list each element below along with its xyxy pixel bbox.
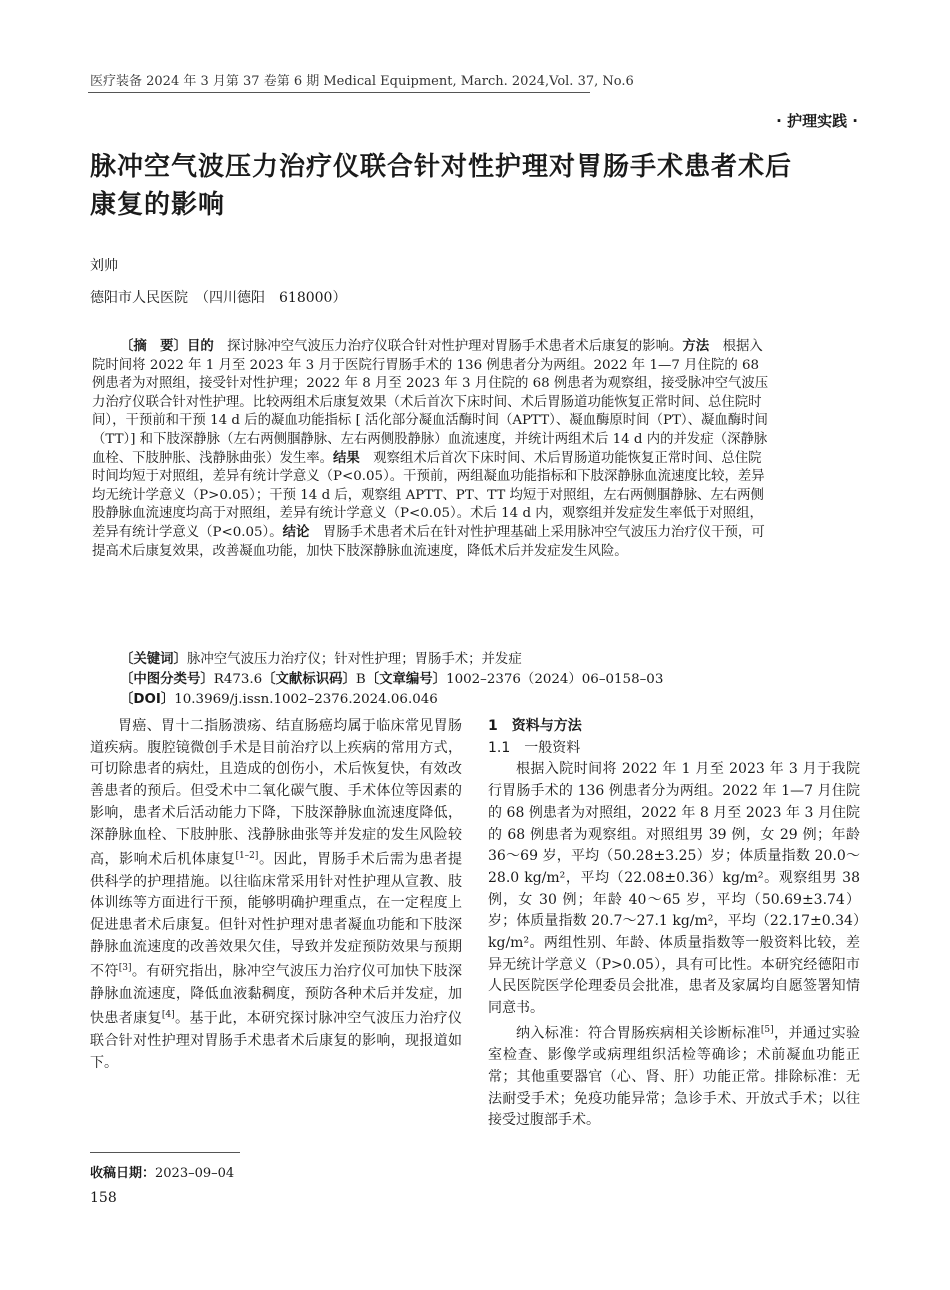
results-label: 结果	[333, 450, 360, 466]
doccode-label: 〔文献标识码〕	[262, 672, 356, 687]
clc-label: 〔中图分类号〕	[120, 672, 214, 687]
subsection-heading: 1.1 一般资料	[488, 739, 581, 756]
abstract-results: 观察组术后首次下床时间、术后胃肠道功能恢复正常时间、总住院时间均短于对照组，差异有统计学意义（P<0.05）。干预前，两组凝血功能指标和下肢深静脉血流速度比较，差异均无统计学意义（P>0.05）；干预 14 d 后，观察组 APTT、PT、TT 均短于对照组，左右两侧腘静脉、左右两侧股静脉血流速度均高于对照组，差异有统计学意义（P<0.05）。术后 14 d 内，观察组并发症发生率低于对照组，差异有统计学意义（P<0.05）。	[92, 450, 765, 540]
abstract	[92, 338, 772, 561]
page-number: 158	[90, 1190, 117, 1206]
journal-header: 医疗装备 2024 年 3 月第 37 卷第 6 期 Medical Equipment, March. 2024,Vol. 37, No.6	[90, 74, 634, 89]
footnote-rule	[90, 1152, 240, 1153]
abstract-label: 〔摘 要〕目的	[120, 339, 214, 354]
body-text: ，并通过实验室检查、影像学或病理组织活检等确诊；术前凝血功能正常；其他重要器官（心、肾、肝）功能正常。排除标准：无法耐受手术；免疫功能异常；急诊手术、开放式手术；以往接受过腹部手术。	[488, 1025, 861, 1129]
article-no: 1002–2376（2024）06–0158–03	[446, 672, 664, 687]
conclusion-label: 结论	[282, 524, 310, 540]
body-paragraph: 根据入院时间将 2022 年 1 月至 2023 年 3 月于我院行胃肠手术的 136 例患者分为两组。2022 年 1—7 月住院的 68 例患者为对照组，2022 年 8 月至 2023 年 3 月住院的 68 例患者为观察组。对照组男 39 例，女 29 例；年龄 36～69 岁，平均（50.28±3.25）岁；体质量指数 20.0～28.0 kg/m²，平均（22.08±0.36）kg/m²。观察组男 38 例，女 30 例；年龄 40～65 岁，平均（50.69±3.74）岁；体质量指数 20.7～27.1 kg/m²，平均（22.17±0.34）kg/m²。两组性别、年龄、体质量指数等一般资料比较，差异无统计学意义（P>0.05），具有可比性。本研究经德阳市人民医院医学伦理委员会批准，患者及家属均自愿签署知情同意书。	[488, 761, 860, 1017]
intro-text: 。基于此，本研究探讨脉冲空气波压力治疗仪联合针对性护理对胃肠手术患者术后康复的影响，现报道如下。	[90, 1011, 463, 1071]
citation: [3]	[118, 963, 132, 974]
keywords: 脉冲空气波压力治疗仪；针对性护理；胃肠手术；并发症	[186, 652, 522, 667]
body-text: 纳入标准：符合胃肠疾病相关诊断标准	[516, 1025, 761, 1042]
clc: R473.6	[213, 672, 263, 687]
abstract-conclusion: 胃肠手术患者术后在针对性护理基础上采用脉冲空气波压力治疗仪干预，可提高术后康复效果，改善凝血功能，加快下肢深静脉血流速度，降低术后并发症发生风险。	[92, 524, 765, 559]
classification-line	[92, 671, 772, 690]
citation: [4]	[161, 1010, 175, 1021]
section-heading: 1 资料与方法	[488, 718, 582, 734]
header-rule	[88, 92, 590, 93]
doi-label: 〔DOI〕	[120, 692, 175, 707]
article-title: 脉冲空气波压力治疗仪联合针对性护理对胃肠手术患者术后康复的影响	[90, 152, 793, 220]
right-column	[488, 716, 860, 1132]
methods-label: 方法	[682, 339, 710, 354]
received-label: 收稿日期：	[90, 1166, 156, 1181]
author: 刘帅	[90, 258, 118, 274]
doccode: B	[355, 672, 366, 687]
article-no-label: 〔文章编号〕	[365, 672, 447, 687]
section-tag: · 护理实践 ·	[776, 112, 858, 130]
body-paragraph	[488, 1020, 860, 1132]
abstract-methods: 根据入院时间将 2022 年 1 月至 2023 年 3 月于医院行胃肠手术的 136 例患者分为两组。2022 年 1—7 月住院的 68 例患者为对照组，接受针对性护理；2022 年 8 月至 2023 年 3 月住院的 68 例患者为观察组，接受脉冲空气波压力治疗仪联合针对性护理。比较两组术后康复效果（术后首次下床时间、术后胃肠道功能恢复正常时间、总住院时间），干预前和干预 14 d 后的凝血功能指标 [ 活化部分凝血活酶时间（APTT）、凝血酶原时间（PT）、凝血酶时间（TT）] 和下肢深静脉（左右两侧腘静脉、左右两侧股静脉）血流速度，并统计两组术后 14 d 内的并发症（深静脉血栓、下肢肿胀、浅静脉曲张）发生率。	[92, 339, 769, 466]
citation: [1–2]	[235, 851, 259, 862]
keywords-label: 〔关键词〕	[120, 652, 187, 667]
doi-line	[92, 691, 772, 710]
received-date	[90, 1162, 234, 1181]
intro-paragraph	[90, 716, 462, 1074]
affiliation: 德阳市人民医院 （四川德阳 618000）	[90, 290, 347, 306]
doi: 10.3969/j.issn.1002–2376.2024.06.046	[174, 692, 438, 707]
abstract-objective: 探讨脉冲空气波压力治疗仪联合针对性护理对胃肠手术患者术后康复的影响。	[227, 339, 683, 354]
intro-text: 。有研究指出，脉冲空气波压力治疗仪可加快下肢深静脉血流速度，降低血液黏稠度，预防各种术后并发症，加快患者康复	[90, 964, 463, 1028]
received-value: 2023–09–04	[155, 1166, 235, 1181]
intro-text: 。因此，胃肠手术后需为患者提供科学的护理措施。以往临床常采用针对性护理从宣教、肢体训练等方面进行干预，能够明确护理重点，在一定程度上促进患者术后康复。但针对性护理对患者凝血功能和下肢深静脉血流速度的改善效果欠佳，导致并发症预防效果与预期不符	[90, 851, 463, 981]
citation: [5]	[760, 1024, 774, 1035]
keywords-line	[92, 651, 772, 670]
left-column	[90, 716, 462, 1074]
intro-text: 胃癌、胃十二指肠溃疡、结直肠癌均属于临床常见胃肠道疾病。腹腔镜微创手术是目前治疗以上疾病的常用方式，可切除患者的病灶，且造成的创伤小，术后恢复快，有效改善患者的预后。但受术中二氧化碳气腹、手术体位等因素的影响，患者术后活动能力下降，下肢深静脉血流速度降低，深静脉血栓、下肢肿胀、浅静脉曲张等并发症的发生风险较高，影响术后机体康复	[90, 718, 462, 868]
